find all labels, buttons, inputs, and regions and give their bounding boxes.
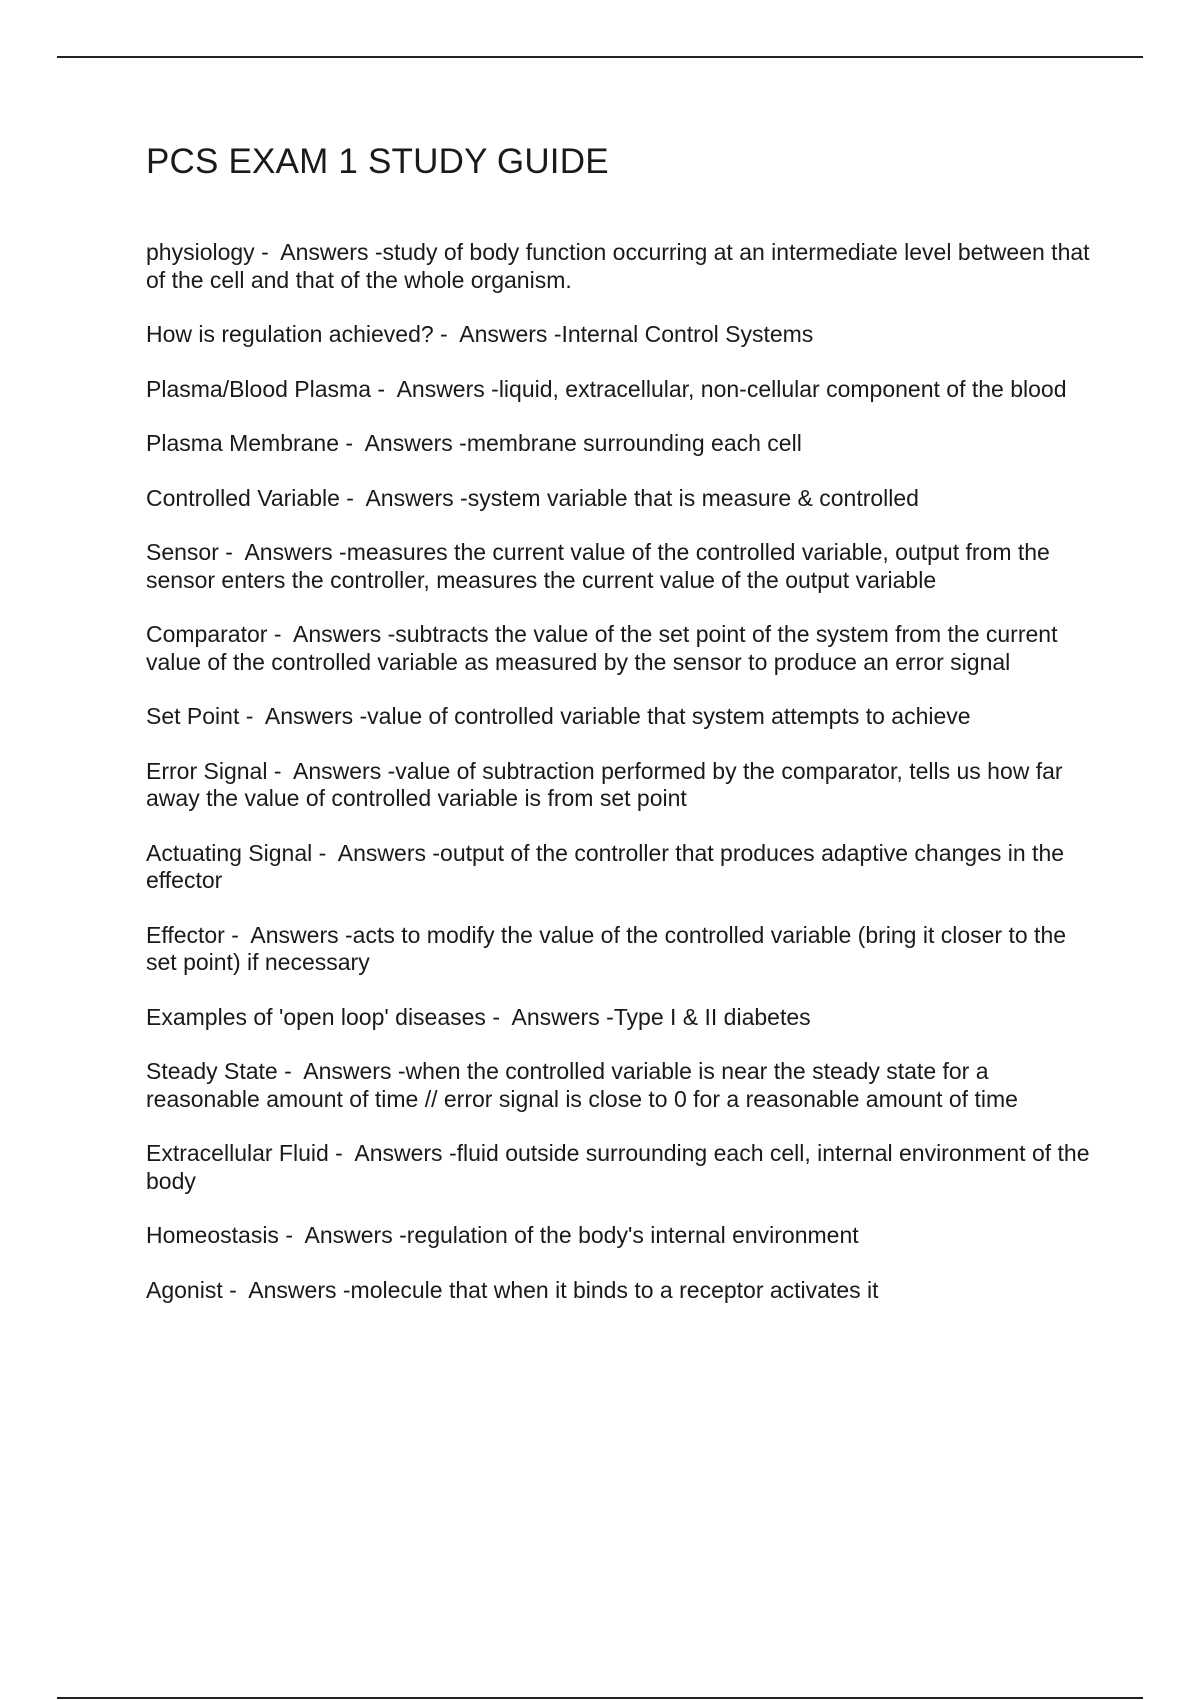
answer-marker: Answers - [293, 621, 396, 647]
entry-answer: value of controlled variable that system attempts to achieve [367, 703, 971, 729]
entry-separator: - [339, 484, 366, 511]
answer-marker: Answers - [459, 321, 562, 347]
study-entry [146, 1004, 1091, 1032]
entry-separator: - [239, 703, 265, 729]
entry-term: Error Signal [146, 757, 268, 784]
entry-separator: - [254, 239, 281, 265]
entry-answer: acts to modify the value of the controlled variable (bring it closer to the set point) if necessary [146, 921, 1073, 975]
entry-answer: Type I & II diabetes [613, 1003, 811, 1030]
answer-marker: Answers - [354, 1140, 457, 1166]
entry-separator: - [371, 375, 397, 402]
entry-term: Comparator [146, 621, 268, 647]
answer-marker: Answers - [250, 921, 353, 948]
study-entry [146, 621, 1091, 676]
study-entry [146, 430, 1091, 458]
entry-separator: - [224, 921, 251, 948]
entry-term: Plasma Membrane [146, 430, 340, 456]
answer-marker: Answers - [365, 484, 468, 511]
study-entry [146, 758, 1091, 813]
study-entry [146, 703, 1091, 731]
study-entry [146, 376, 1091, 404]
entry-answer: Internal Control Systems [561, 321, 814, 347]
answer-marker: Answers - [264, 703, 368, 729]
entry-term: Controlled Variable [146, 484, 340, 511]
study-entry [146, 840, 1091, 895]
answer-marker: Answers - [293, 757, 396, 784]
answer-marker: Answers - [304, 1222, 407, 1248]
entry-answer: study of body function occurring at an intermediate level between that of the cell and that of the whole organism. [146, 239, 1096, 293]
bottom-divider [57, 1697, 1143, 1699]
entry-answer: when the controlled variable is near the steady state for a reasonable amount of time // error signal is close to 0 for a reasonable amount of time [146, 1058, 1018, 1112]
entry-separator: - [222, 1276, 249, 1303]
entry-term: Steady State [146, 1058, 278, 1084]
entry-separator: - [267, 757, 293, 784]
entry-term: Sensor [146, 539, 219, 565]
study-entry [146, 1222, 1091, 1250]
entry-answer: regulation of the body's internal environment [406, 1222, 859, 1248]
study-entry [146, 485, 1091, 513]
entry-term: Extracellular Fluid [146, 1140, 329, 1166]
entry-separator: - [485, 1003, 512, 1030]
entry-term: Examples of 'open loop' diseases [146, 1003, 486, 1030]
study-entry [146, 1058, 1091, 1113]
entry-separator: - [433, 321, 460, 347]
entry-term: Agonist [146, 1276, 223, 1303]
answer-marker: Answers - [248, 1276, 351, 1303]
entry-term: Homeostasis [146, 1222, 279, 1248]
entry-term: Set Point [146, 703, 240, 729]
study-entry [146, 1140, 1096, 1195]
entry-separator: - [328, 1140, 355, 1166]
entry-term: Plasma/Blood Plasma [146, 375, 371, 402]
entry-term: How is regulation achieved? [146, 321, 434, 347]
entry-separator: - [267, 621, 293, 647]
answer-marker: Answers - [364, 430, 467, 456]
entry-answer: fluid outside surrounding each cell, internal environment of the body [146, 1140, 1096, 1194]
entry-term: physiology [146, 239, 255, 265]
entry-separator: - [218, 539, 245, 565]
study-entry [146, 239, 1096, 294]
entry-answer: value of subtraction performed by the comparator, tells us how far away the value of controlled variable is from set point [146, 757, 1069, 811]
entry-answer: output of the controller that produces adaptive changes in the effector [146, 839, 1071, 893]
top-divider [57, 56, 1143, 58]
study-entry [146, 539, 1091, 594]
answer-marker: Answers - [396, 375, 499, 402]
answer-marker: Answers - [337, 839, 441, 866]
entry-term: Effector [146, 921, 225, 948]
answer-marker: Answers - [303, 1058, 406, 1084]
entry-answer: membrane surrounding each cell [466, 430, 802, 456]
entry-term: Actuating Signal [146, 839, 313, 866]
entry-list [146, 239, 1096, 1304]
entry-separator: - [277, 1058, 304, 1084]
answer-marker: Answers - [244, 539, 347, 565]
study-entry [146, 922, 1091, 977]
entry-separator: - [312, 839, 338, 866]
document-title: PCS EXAM 1 STUDY GUIDE [146, 142, 609, 181]
study-entry [146, 1277, 1091, 1305]
entry-answer: liquid, extracellular, non-cellular component of the blood [498, 375, 1067, 402]
entry-answer: molecule that when it binds to a receptor activates it [350, 1276, 879, 1303]
answer-marker: Answers - [511, 1003, 614, 1030]
entry-answer: measures the current value of the controlled variable, output from the sensor enters the controller, measures the current value of the output variable [146, 539, 1057, 593]
entry-answer: subtracts the value of the set point of the system from the current value of the controlled variable as measured by the sensor to produce an error signal [146, 621, 1064, 675]
entry-separator: - [278, 1222, 305, 1248]
entry-separator: - [339, 430, 365, 456]
answer-marker: Answers - [280, 239, 383, 265]
document-body [146, 142, 1096, 1331]
study-entry [146, 321, 1091, 349]
entry-answer: system variable that is measure & controlled [467, 484, 919, 511]
